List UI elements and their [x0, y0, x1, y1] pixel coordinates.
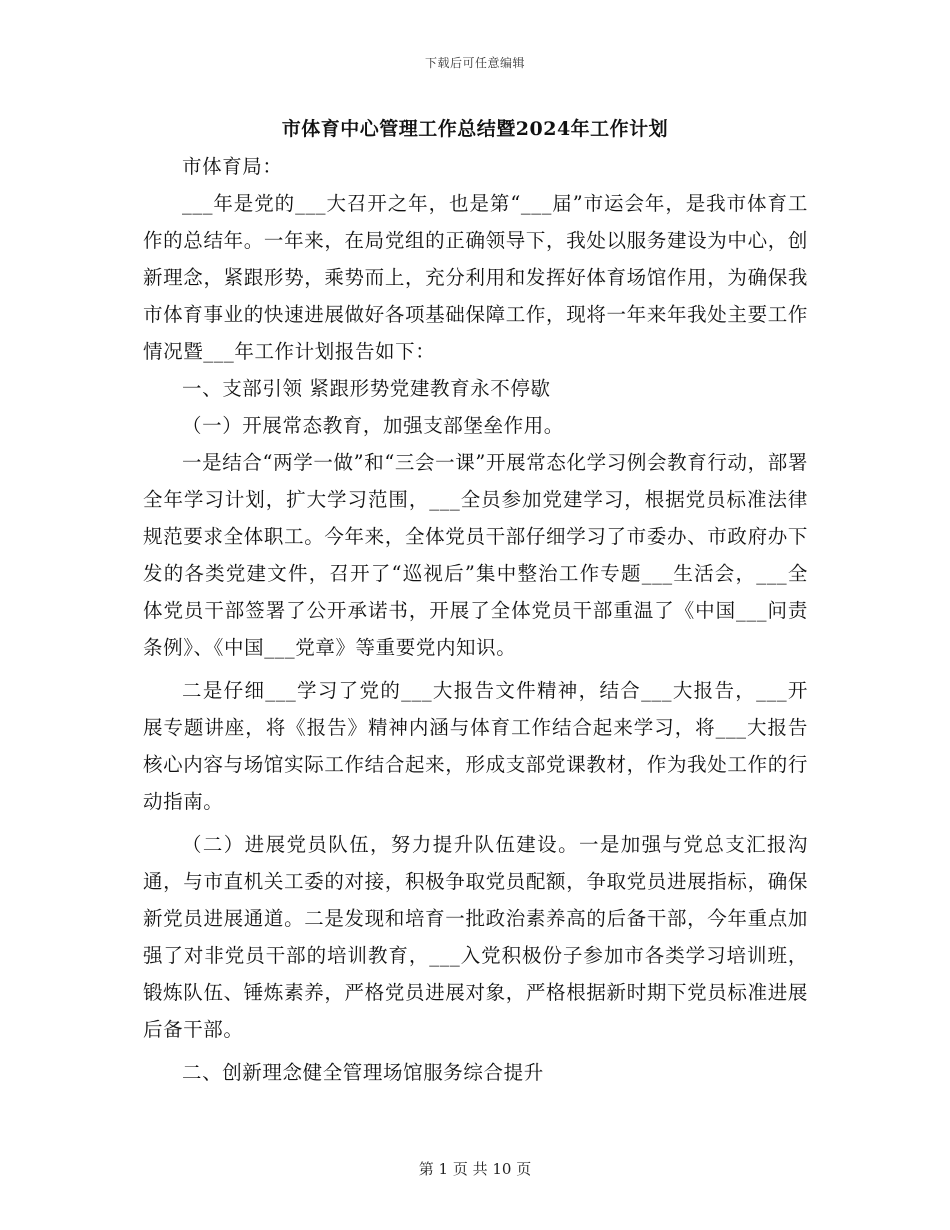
paragraph-study-2: 二是仔细___学习了党的___大报告文件精神，结合___大报告，___开展专题讲座，将《报告》精神内涵与体育工作结合起来学习，将___大报告核心内容与场馆实际工作结合起来，形成支部党课教材，作为我处工作的行动指南。	[143, 679, 808, 813]
section-heading-1: 一、支部引领 紧跟形势党建教育永不停歇	[182, 377, 551, 400]
paragraph-team-building: （二）进展党员队伍，努力提升队伍建设。一是加强与党总支汇报沟通，与市直机关工委的对接，积极争取党员配额，争取党员进展指标，确保新党员进展通道。二是发现和培育一批政治素养高的后备干部，今年重点加强了对非党员干部的培训教育，___入党积极份子参加市各类学习培训班，锻炼队伍、锤炼素养，严格党员进展对象，严格根据新时期下党员标准进展后备干部。	[143, 833, 808, 1041]
document-title: 市体育中心管理工作总结暨2024年工作计划	[281, 118, 669, 140]
paragraph-study-1: 一是结合“两学一做”和“三会一课”开展常态化学习例会教育行动，部署全年学习计划，扩大学习范围，___全员参加党建学习，根据党员标准法律规范要求全体职工。今年来，全体党员干部仔细学习了市委办、市政府办下发的各类党建文件，召开了“巡视后”集中整治工作专题___生活会，___全体党员干部签署了公开承诺书，开展了全体党员干部重温了《中国___问责条例》、《中国___党章》等重要党内知识。	[143, 451, 808, 659]
subsection-heading-1: （一）开展常态教育，加强支部堡垒作用。	[182, 414, 564, 437]
section-heading-2: 二、创新理念健全管理场馆服务综合提升	[182, 1061, 544, 1084]
document-body	[143, 148, 808, 1091]
salutation: 市体育局：	[182, 155, 283, 178]
header-note: 下载后可任意编辑	[424, 56, 525, 70]
page-number: 第 1 页 共 10 页	[418, 1160, 532, 1178]
paragraph-intro: ___年是党的___大召开之年，也是第“___届”市运会年，是我市体育工作的总结年。一年来，在局党组的正确领导下，我处以服务建设为中心，创新理念，紧跟形势，乘势而上，充分利用和发挥好体育场馆作用，为确保我市体育事业的快速进展做好各项基础保障工作，现将一年来年我处主要工作情况暨___年工作计划报告如下：	[143, 192, 808, 363]
